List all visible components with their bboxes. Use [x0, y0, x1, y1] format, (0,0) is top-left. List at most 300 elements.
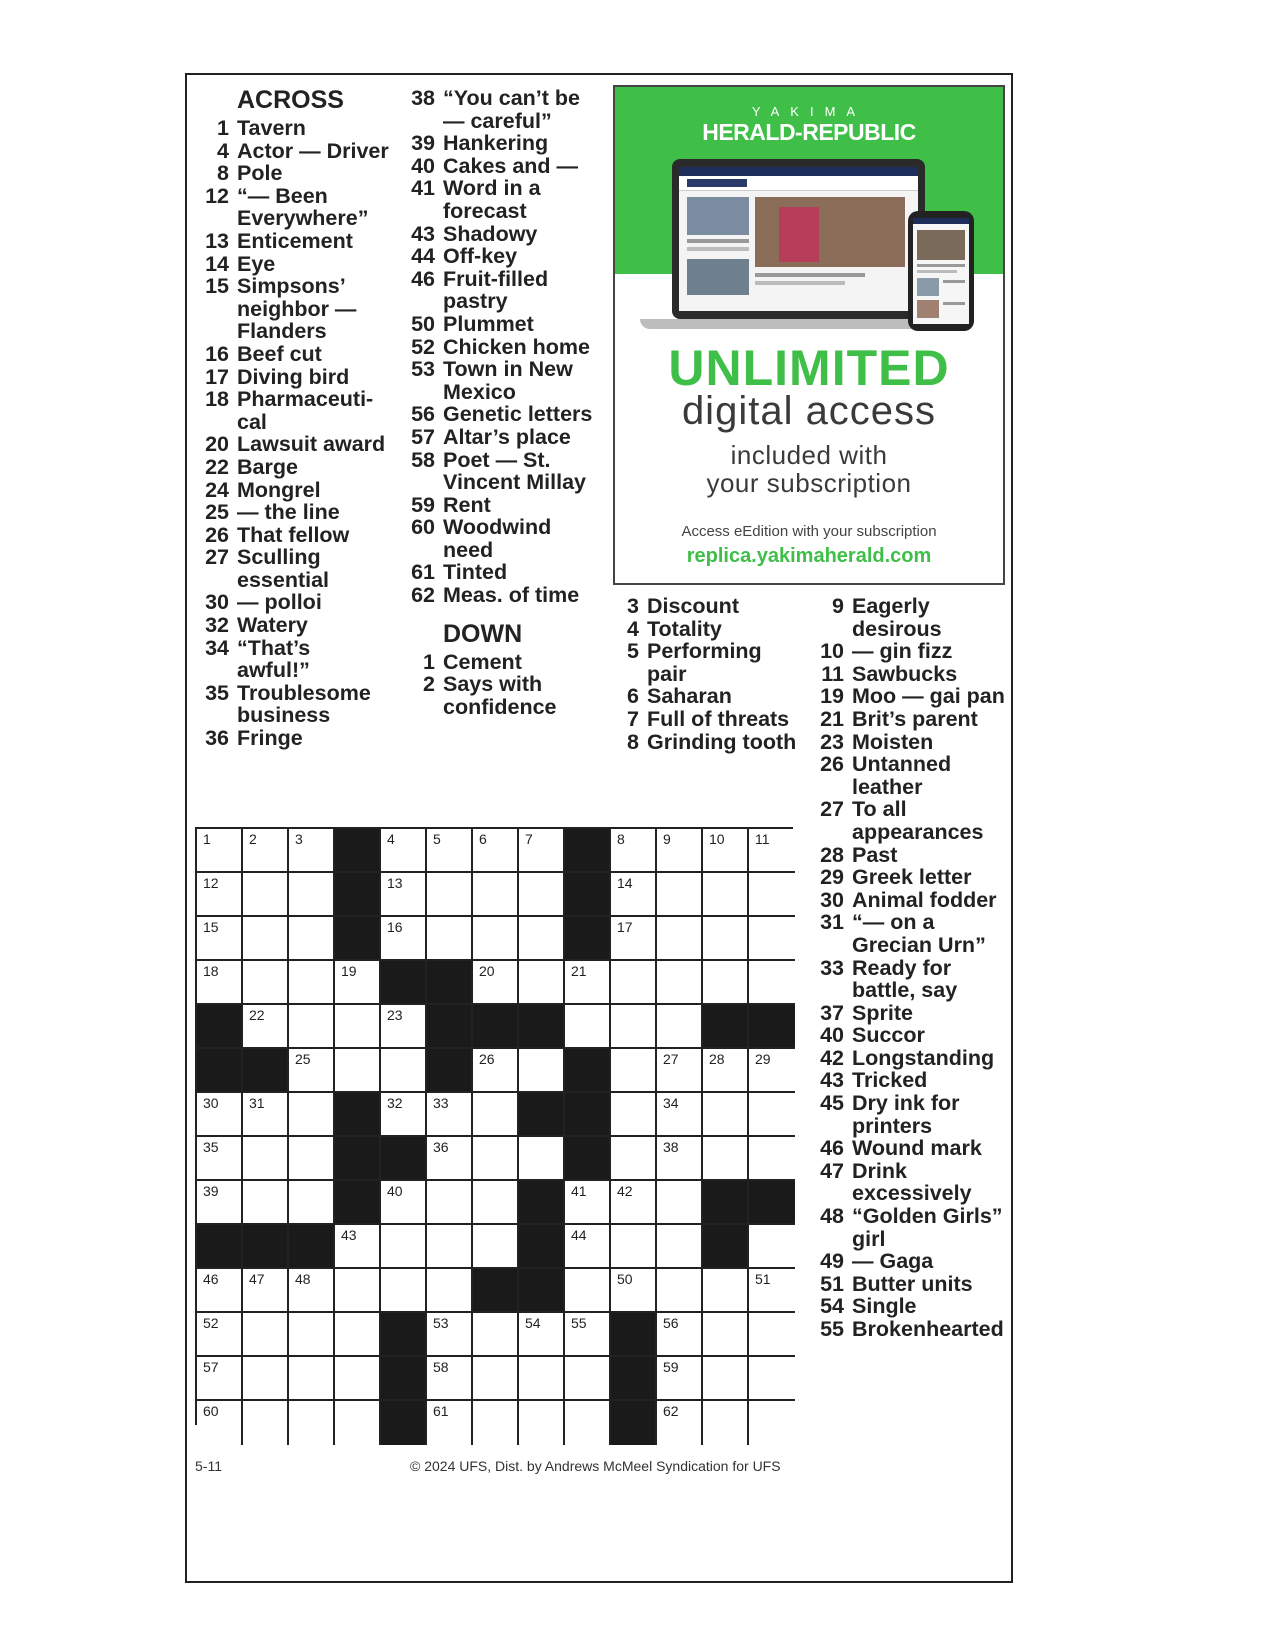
down-clue: [810, 685, 1012, 708]
clue-number: 33: [820, 955, 844, 980]
down-clue: [810, 753, 1012, 798]
grid-cell[interactable]: [243, 1357, 289, 1401]
clue-number: 40: [820, 1023, 844, 1048]
clue-number: 41: [411, 176, 435, 201]
grid-cell[interactable]: [243, 1181, 289, 1225]
down-clues-column-3: [627, 594, 799, 754]
grid-cell[interactable]: [749, 1313, 795, 1357]
grid-cell[interactable]: [243, 961, 289, 1005]
grid-cell[interactable]: [657, 829, 703, 873]
clue-text: Off-key: [443, 244, 518, 269]
clue-number: 16: [205, 341, 229, 366]
grid-cell[interactable]: [381, 917, 427, 961]
down-clue: [810, 1137, 1012, 1160]
grid-cell[interactable]: [289, 1313, 335, 1357]
grid-cell[interactable]: [289, 1137, 335, 1181]
black-square: [243, 1049, 289, 1093]
clue-text: Altar’s place: [443, 424, 571, 449]
grid-cell[interactable]: [243, 1313, 289, 1357]
grid-cell[interactable]: [749, 829, 795, 873]
across-clue: [195, 614, 389, 637]
grid-cell[interactable]: [473, 1137, 519, 1181]
cell-number: 40: [387, 1183, 403, 1199]
cell-number: 25: [295, 1051, 311, 1067]
grid-cell[interactable]: [519, 829, 565, 873]
black-square: [427, 961, 473, 1005]
grid-cell[interactable]: [197, 1269, 243, 1313]
grid-cell[interactable]: [749, 1401, 795, 1445]
across-clue: [401, 516, 595, 561]
clue-number: 49: [820, 1249, 844, 1274]
down-clue: [810, 708, 1012, 731]
down-clue: [810, 889, 1012, 912]
ad-url-link[interactable]: replica.yakimaherald.com: [686, 545, 932, 567]
grid-cell[interactable]: [473, 1313, 519, 1357]
black-square: [335, 1181, 381, 1225]
cell-number: 17: [617, 919, 633, 935]
grid-cell[interactable]: [427, 1313, 473, 1357]
across-clue: [401, 177, 595, 222]
across-clue: [401, 223, 595, 246]
down-clue: [810, 1002, 1012, 1025]
clue-text: Town in New Mexico: [443, 357, 573, 404]
clue-text: Sprite: [852, 1000, 913, 1025]
grid-cell[interactable]: [197, 1137, 243, 1181]
black-square: [243, 1225, 289, 1269]
clue-number: 24: [205, 477, 229, 502]
grid-cell[interactable]: [289, 829, 335, 873]
grid-cell[interactable]: [657, 961, 703, 1005]
grid-cell[interactable]: [289, 1181, 335, 1225]
clue-text: Plummet: [443, 311, 534, 336]
clue-text: Ready for battle, say: [852, 955, 958, 1003]
grid-cell[interactable]: [335, 1357, 381, 1401]
grid-cell[interactable]: [473, 829, 519, 873]
ad-brand-logo: HERALD-REPUBLIC: [702, 119, 916, 145]
clue-text: Lawsuit award: [237, 432, 386, 457]
black-square: [749, 1181, 795, 1225]
grid-cell[interactable]: [519, 1049, 565, 1093]
clue-number: 5: [627, 639, 639, 664]
grid-cell[interactable]: [703, 1313, 749, 1357]
grid-cell[interactable]: [473, 961, 519, 1005]
grid-cell[interactable]: [381, 829, 427, 873]
black-square: [519, 1269, 565, 1313]
down-clue: [605, 685, 799, 708]
grid-cell[interactable]: [657, 1093, 703, 1137]
clue-text: Enticement: [237, 228, 353, 253]
grid-cell[interactable]: [611, 829, 657, 873]
across-clue: [401, 584, 595, 607]
grid-cell[interactable]: [703, 1357, 749, 1401]
grid-cell[interactable]: [611, 917, 657, 961]
black-square: [519, 1225, 565, 1269]
grid-cell[interactable]: [335, 1225, 381, 1269]
clue-number: 48: [820, 1204, 844, 1229]
clue-number: 38: [411, 86, 435, 110]
grid-cell[interactable]: [381, 1225, 427, 1269]
cell-number: 48: [295, 1271, 311, 1287]
clue-text: Diving bird: [237, 364, 350, 389]
clue-number: 22: [205, 454, 229, 479]
clue-number: 53: [411, 357, 435, 382]
clue-number: 6: [627, 684, 639, 709]
grid-cell[interactable]: [335, 961, 381, 1005]
grid-cell[interactable]: [197, 1181, 243, 1225]
grid-cell[interactable]: [243, 873, 289, 917]
grid-cell[interactable]: [197, 1401, 243, 1445]
grid-cell[interactable]: [243, 1137, 289, 1181]
clue-text: “That’s awful!”: [237, 635, 311, 683]
grid-cell[interactable]: [611, 1049, 657, 1093]
grid-cell[interactable]: [749, 917, 795, 961]
grid-cell[interactable]: [519, 917, 565, 961]
clue-number: 9: [832, 594, 844, 618]
black-square: [427, 1049, 473, 1093]
grid-cell[interactable]: [657, 1137, 703, 1181]
grid-cell[interactable]: [749, 873, 795, 917]
black-square: [519, 1181, 565, 1225]
grid-cell[interactable]: [335, 1401, 381, 1445]
grid-cell[interactable]: [565, 1269, 611, 1313]
cell-number: 20: [479, 963, 495, 979]
clue-number: 20: [205, 432, 229, 457]
clue-text: Watery: [237, 613, 308, 638]
grid-cell[interactable]: [473, 1225, 519, 1269]
across-clue: [195, 727, 389, 750]
grid-cell[interactable]: [749, 1093, 795, 1137]
clue-text: Fringe: [237, 726, 303, 751]
grid-cell[interactable]: [611, 1137, 657, 1181]
across-clue: [401, 561, 595, 584]
grid-cell[interactable]: [289, 1093, 335, 1137]
grid-cell[interactable]: [749, 1269, 795, 1313]
grid-cell[interactable]: [381, 1005, 427, 1049]
grid-cell[interactable]: [473, 873, 519, 917]
clue-text: “Golden Girls” girl: [852, 1204, 1003, 1251]
clue-number: 1: [423, 649, 435, 674]
grid-cell[interactable]: [749, 1137, 795, 1181]
across-clues-column-2: [411, 86, 595, 719]
cell-number: 60: [203, 1403, 219, 1419]
clue-number: 40: [411, 153, 435, 178]
clue-text: Moo — gai pan: [852, 684, 1005, 709]
grid-cell[interactable]: [657, 1269, 703, 1313]
down-clue: [810, 957, 1012, 1002]
grid-cell[interactable]: [657, 917, 703, 961]
clue-number: 26: [820, 752, 844, 777]
grid-cell[interactable]: [519, 1357, 565, 1401]
grid-cell[interactable]: [381, 1181, 427, 1225]
black-square: [381, 961, 427, 1005]
grid-cell[interactable]: [657, 1313, 703, 1357]
grid-cell[interactable]: [657, 1401, 703, 1445]
grid-cell[interactable]: [611, 1269, 657, 1313]
copyright-notice: © 2024 UFS, Dist. by Andrews McMeel Syndication for UFS: [410, 1458, 781, 1474]
black-square: [565, 1137, 611, 1181]
clue-text: Single: [852, 1294, 917, 1319]
grid-cell[interactable]: [381, 1049, 427, 1093]
across-clue: [195, 591, 389, 614]
cell-number: 38: [663, 1139, 679, 1155]
clue-number: 30: [205, 590, 229, 615]
grid-cell[interactable]: [565, 1181, 611, 1225]
down-clue: [810, 911, 1012, 956]
cell-number: 28: [709, 1051, 725, 1067]
down-clue: [810, 1318, 1012, 1341]
across-clue: [401, 268, 595, 313]
black-square: [565, 917, 611, 961]
clue-number: 59: [411, 492, 435, 517]
grid-cell[interactable]: [657, 1225, 703, 1269]
clue-text: Pharmaceuti-cal: [237, 387, 374, 434]
clue-text: Animal fodder: [852, 887, 997, 912]
grid-cell[interactable]: [197, 1313, 243, 1357]
grid-cell[interactable]: [657, 1005, 703, 1049]
clue-text: Performing pair: [647, 639, 762, 686]
across-clue: [195, 682, 389, 727]
grid-cell[interactable]: [289, 1049, 335, 1093]
grid-cell[interactable]: [243, 1269, 289, 1313]
grid-cell[interactable]: [335, 1005, 381, 1049]
ad-included-line-2: your subscription: [706, 468, 912, 498]
clue-text: Brit’s parent: [852, 706, 978, 731]
grid-cell[interactable]: [243, 917, 289, 961]
clue-number: 21: [820, 706, 844, 731]
black-square: [335, 829, 381, 873]
cell-number: 3: [295, 831, 303, 847]
down-clue: [810, 731, 1012, 754]
grid-cell[interactable]: [381, 1093, 427, 1137]
grid-cell[interactable]: [519, 961, 565, 1005]
cell-number: 23: [387, 1007, 403, 1023]
cell-number: 39: [203, 1183, 219, 1199]
grid-cell[interactable]: [749, 961, 795, 1005]
clue-number: 57: [411, 424, 435, 449]
grid-cell[interactable]: [381, 873, 427, 917]
grid-cell[interactable]: [657, 1049, 703, 1093]
grid-cell[interactable]: [611, 961, 657, 1005]
clue-number: 3: [627, 594, 639, 618]
across-clue: [401, 336, 595, 359]
across-clue: [195, 524, 389, 547]
grid-cell[interactable]: [289, 1401, 335, 1445]
grid-cell[interactable]: [657, 873, 703, 917]
grid-cell[interactable]: [289, 1005, 335, 1049]
grid-cell[interactable]: [611, 1181, 657, 1225]
cell-number: 29: [755, 1051, 771, 1067]
black-square: [381, 1357, 427, 1401]
grid-cell[interactable]: [749, 1049, 795, 1093]
grid-cell[interactable]: [197, 829, 243, 873]
cell-number: 53: [433, 1315, 449, 1331]
grid-cell[interactable]: [565, 1225, 611, 1269]
grid-cell[interactable]: [703, 961, 749, 1005]
grid-cell[interactable]: [427, 917, 473, 961]
clue-text: Simpsons’ neighbor — Flanders: [237, 274, 357, 344]
black-square: [611, 1357, 657, 1401]
clue-text: Grinding tooth: [647, 729, 797, 754]
grid-cell[interactable]: [611, 1225, 657, 1269]
grid-cell[interactable]: [473, 1357, 519, 1401]
cell-number: 27: [663, 1051, 679, 1067]
clue-text: Tavern: [237, 116, 306, 140]
grid-cell[interactable]: [427, 1401, 473, 1445]
grid-cell[interactable]: [703, 917, 749, 961]
cell-number: 12: [203, 875, 219, 891]
grid-cell[interactable]: [473, 917, 519, 961]
grid-cell[interactable]: [565, 961, 611, 1005]
grid-cell[interactable]: [703, 1049, 749, 1093]
down-clue: [810, 1250, 1012, 1273]
grid-cell[interactable]: [427, 873, 473, 917]
black-square: [703, 1005, 749, 1049]
phone-screen-content: [913, 218, 969, 324]
clue-text: — Gaga: [852, 1249, 934, 1274]
grid-cell[interactable]: [243, 829, 289, 873]
grid-cell[interactable]: [427, 1357, 473, 1401]
grid-cell[interactable]: [473, 1181, 519, 1225]
across-clue: [401, 313, 595, 336]
grid-cell[interactable]: [335, 1313, 381, 1357]
grid-cell[interactable]: [703, 873, 749, 917]
across-clue: [401, 132, 595, 155]
grid-cell[interactable]: [749, 1225, 795, 1269]
black-square: [749, 1005, 795, 1049]
grid-cell[interactable]: [197, 1357, 243, 1401]
grid-cell[interactable]: [657, 1357, 703, 1401]
clue-number: 61: [411, 560, 435, 585]
clue-number: 30: [820, 887, 844, 912]
grid-cell[interactable]: [243, 1005, 289, 1049]
grid-cell[interactable]: [335, 1049, 381, 1093]
grid-cell[interactable]: [611, 1005, 657, 1049]
cell-number: 19: [341, 963, 357, 979]
grid-cell[interactable]: [427, 1181, 473, 1225]
cell-number: 11: [755, 831, 770, 847]
clue-number: 17: [205, 364, 229, 389]
down-clue: [810, 1047, 1012, 1070]
across-clue: [195, 479, 389, 502]
grid-cell[interactable]: [565, 1005, 611, 1049]
black-square: [197, 1049, 243, 1093]
grid-cell[interactable]: [197, 917, 243, 961]
clue-text: Meas. of time: [443, 583, 580, 608]
clue-number: 23: [820, 729, 844, 754]
clue-text: Hankering: [443, 131, 549, 156]
grid-cell[interactable]: [519, 1137, 565, 1181]
grid-cell[interactable]: [611, 1093, 657, 1137]
clue-text: Word in a forecast: [443, 176, 541, 223]
across-clues-column-1: [205, 85, 389, 751]
grid-cell[interactable]: [243, 1401, 289, 1445]
grid-cell[interactable]: [565, 1313, 611, 1357]
grid-cell[interactable]: [519, 1313, 565, 1357]
down-clue: [810, 1024, 1012, 1047]
grid-cell[interactable]: [749, 1357, 795, 1401]
cell-number: 31: [249, 1095, 265, 1111]
across-clue: [195, 275, 389, 343]
cell-number: 32: [387, 1095, 403, 1111]
grid-cell[interactable]: [703, 1269, 749, 1313]
black-square: [335, 873, 381, 917]
grid-cell[interactable]: [381, 1269, 427, 1313]
grid-cell[interactable]: [197, 961, 243, 1005]
clue-text: Mongrel: [237, 477, 321, 502]
clue-number: 28: [820, 842, 844, 867]
clue-number: 55: [820, 1317, 844, 1341]
grid-cell[interactable]: [565, 1401, 611, 1445]
ad-headline: UNLIMITED: [668, 340, 950, 396]
ad-access-text: Access eEdition with your subscription: [681, 523, 937, 540]
clue-number: 18: [205, 387, 229, 412]
grid-cell[interactable]: [197, 1093, 243, 1137]
clue-text: Saharan: [647, 684, 732, 709]
grid-cell[interactable]: [703, 829, 749, 873]
clue-text: Cakes and —: [443, 153, 579, 178]
grid-cell[interactable]: [427, 1225, 473, 1269]
black-square: [611, 1401, 657, 1445]
clue-number: 8: [217, 161, 229, 186]
grid-cell[interactable]: [289, 873, 335, 917]
grid-cell[interactable]: [611, 873, 657, 917]
clue-number: 45: [820, 1091, 844, 1116]
clue-text: Woodwind need: [443, 515, 552, 562]
grid-cell[interactable]: [427, 1093, 473, 1137]
grid-cell[interactable]: [703, 1137, 749, 1181]
grid-cell[interactable]: [427, 1137, 473, 1181]
subscription-ad[interactable]: [613, 85, 1005, 585]
grid-cell[interactable]: [519, 873, 565, 917]
across-header: ACROSS: [237, 86, 344, 114]
grid-cell[interactable]: [289, 917, 335, 961]
grid-cell[interactable]: [289, 1269, 335, 1313]
grid-cell[interactable]: [473, 1049, 519, 1093]
grid-cell[interactable]: [519, 1401, 565, 1445]
ad-included-line-1: included with: [730, 440, 888, 470]
down-clue: [401, 673, 595, 718]
grid-cell[interactable]: [473, 1401, 519, 1445]
grid-cell[interactable]: [703, 1093, 749, 1137]
clue-text: Drink excessively: [852, 1158, 972, 1206]
grid-cell[interactable]: [197, 873, 243, 917]
clue-text: Greek letter: [852, 865, 972, 890]
grid-cell[interactable]: [427, 1269, 473, 1313]
grid-cell[interactable]: [657, 1181, 703, 1225]
clue-text: Eye: [237, 251, 276, 276]
grid-cell[interactable]: [289, 961, 335, 1005]
grid-cell[interactable]: [289, 1357, 335, 1401]
clue-number: 19: [820, 684, 844, 709]
grid-cell[interactable]: [703, 1401, 749, 1445]
grid-cell[interactable]: [335, 1269, 381, 1313]
clue-number: 13: [205, 228, 229, 253]
black-square: [565, 829, 611, 873]
grid-cell[interactable]: [243, 1093, 289, 1137]
clue-text: “— on a Grecian Urn”: [852, 910, 986, 957]
clue-number: 36: [205, 726, 229, 751]
grid-cell[interactable]: [565, 1357, 611, 1401]
grid-cell[interactable]: [473, 1093, 519, 1137]
clue-number: 15: [205, 274, 229, 299]
crossword-grid: [195, 827, 793, 1425]
grid-cell[interactable]: [427, 829, 473, 873]
cell-number: 47: [249, 1271, 265, 1287]
across-clue: [195, 366, 389, 389]
black-square: [611, 1313, 657, 1357]
down-clue: [810, 1069, 1012, 1092]
cell-number: 46: [203, 1271, 219, 1287]
